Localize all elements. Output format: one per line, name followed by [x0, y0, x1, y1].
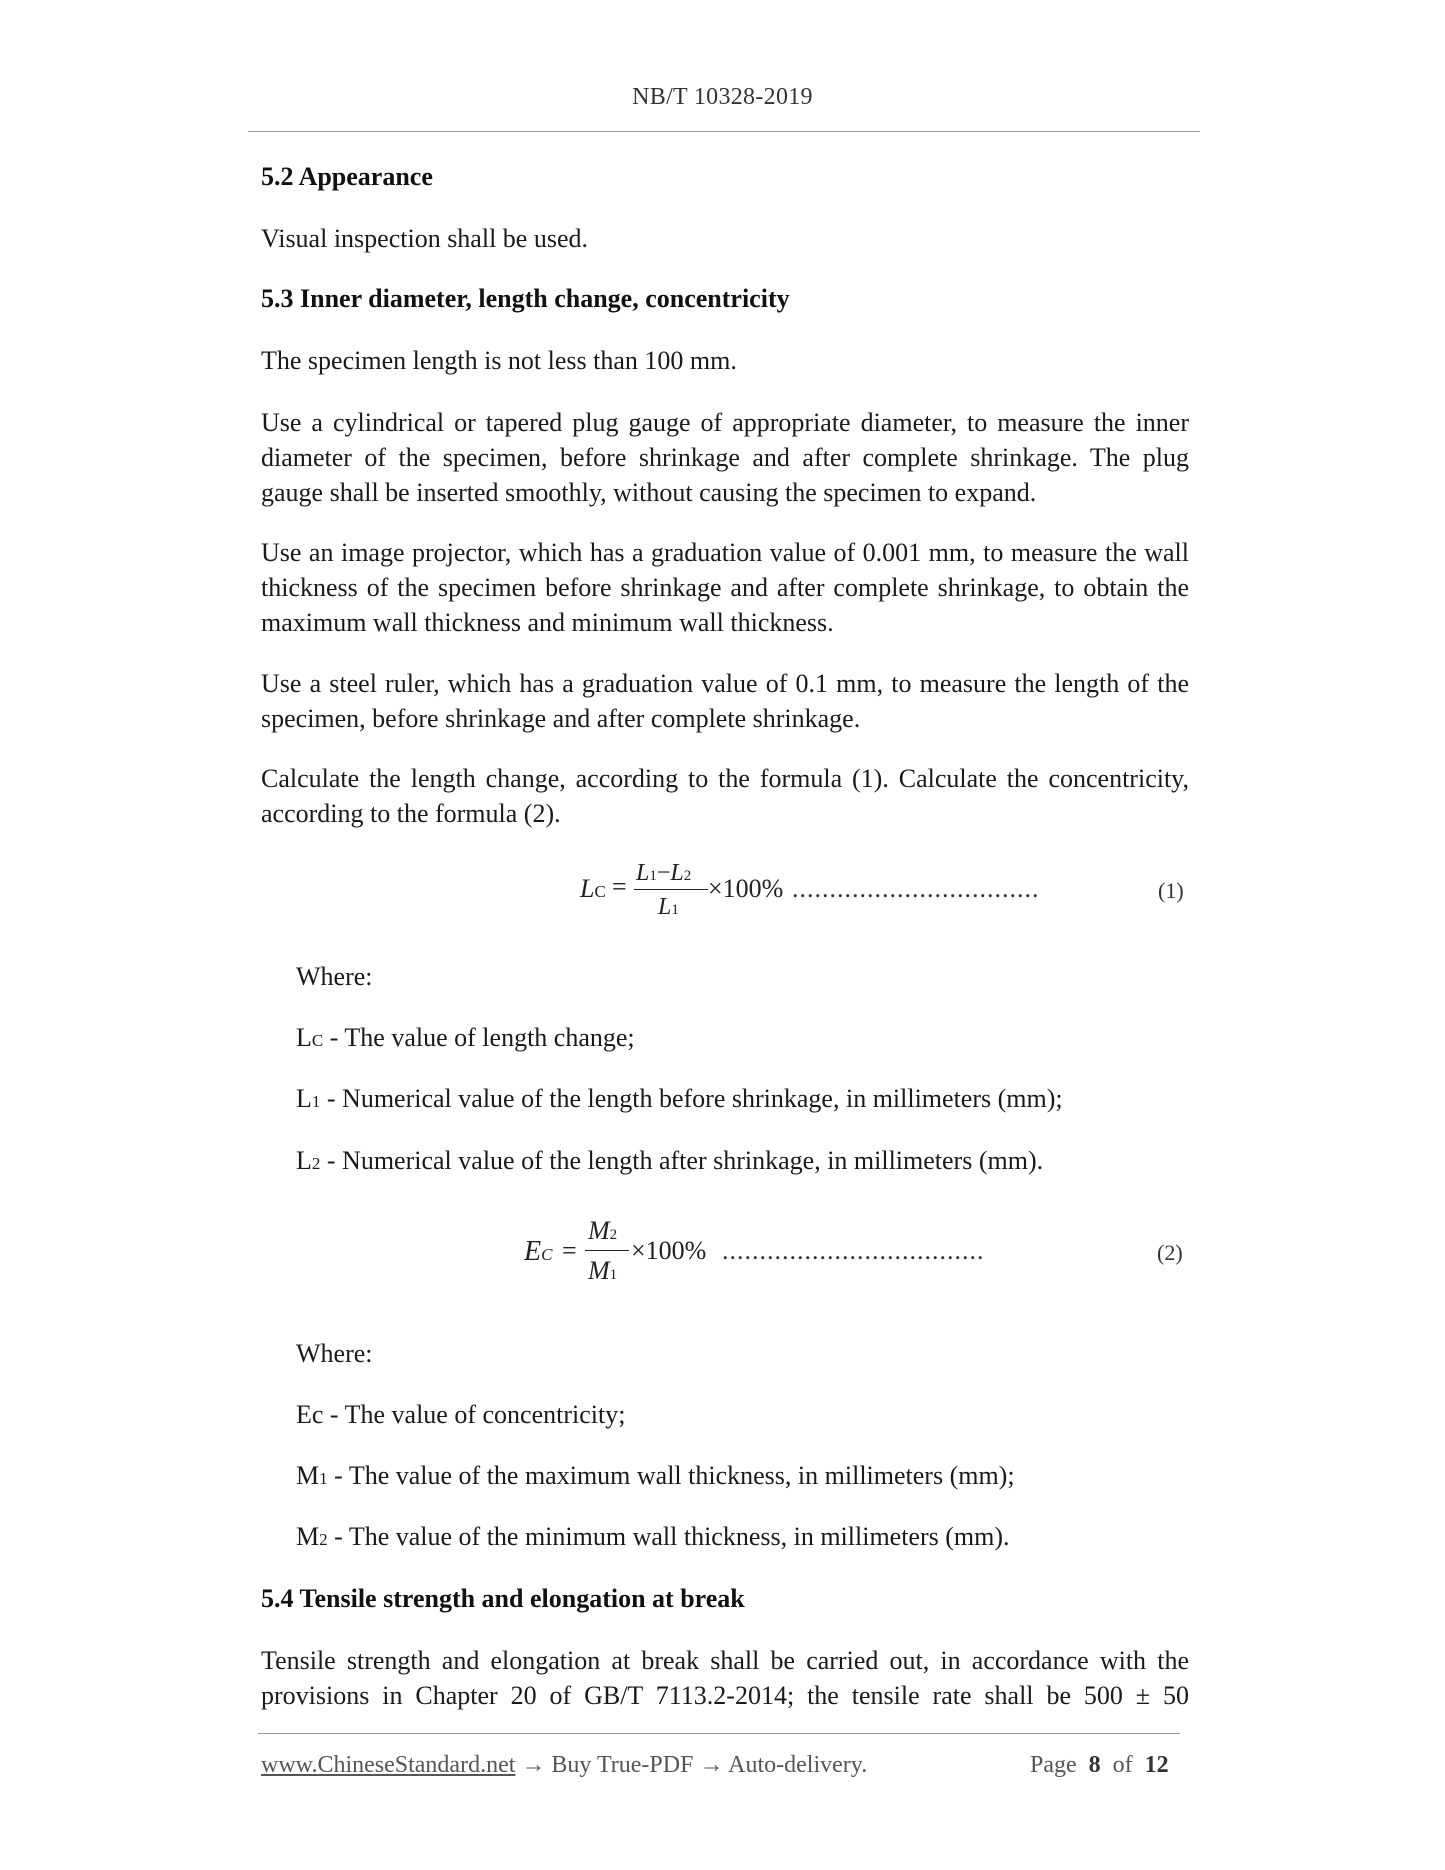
- section-5-3-title: 5.3 Inner diameter, length change, concentricity: [261, 284, 790, 313]
- formula-1-denominator: L1: [658, 894, 679, 920]
- section-5-2-text: Visual inspection shall be used.: [261, 224, 588, 253]
- formula-1-equals: =: [612, 872, 627, 901]
- where-label-2: Where:: [296, 1339, 373, 1368]
- document-id-header: NB/T 10328-2019: [632, 84, 813, 110]
- footer-delivery-text: Auto-delivery.: [728, 1752, 868, 1778]
- formula-2-number: (2): [1157, 1240, 1183, 1265]
- footer-buy-text: Buy True-PDF: [551, 1752, 694, 1778]
- footer-arrow-2: →: [693, 1752, 729, 1778]
- page-label: Page: [1030, 1752, 1077, 1778]
- formula-2-equals: =: [562, 1236, 577, 1265]
- section-5-3-paragraph-3: Use an image projector, which has a graduation value of 0.001 mm, to measure the wall thickness of the specimen before shrinkage and after complete shrinkage, to obtain the maximum wall thickness and minimum wall thickness.: [261, 538, 1189, 637]
- footer-site-link[interactable]: www.ChineseStandard.net: [261, 1752, 516, 1778]
- formula-2-numerator: M2: [588, 1216, 618, 1245]
- formula-2-lhs: EC: [524, 1236, 553, 1267]
- definition-m2: M2 - The value of the minimum wall thickness, in millimeters (mm).: [296, 1522, 1010, 1551]
- definition-ec: Ec - The value of concentricity;: [296, 1400, 626, 1429]
- section-5-3-paragraph-2: Use a cylindrical or tapered plug gauge of appropriate diameter, to measure the inner diameter of the specimen, before shrinkage and after complete shrinkage. The plug gauge shall be inserted smoothly, without causing the specimen to expand.: [261, 408, 1189, 507]
- definition-m1: M1 - The value of the maximum wall thickness, in millimeters (mm);: [296, 1461, 1015, 1490]
- formula-2-leader-dots: ...................................: [722, 1236, 985, 1265]
- section-5-3-paragraph-5: Calculate the length change, according to the formula (1). Calculate the concentricity, according to the formula (2).: [261, 764, 1189, 828]
- section-5-4-line-2: provisions in Chapter 20 of GB/T 7113.2-2014; the tensile rate shall be 500 ± 50: [261, 1681, 1189, 1710]
- definition-l2: L2 - Numerical value of the length after shrinkage, in millimeters (mm).: [296, 1146, 1044, 1175]
- footer-arrow-1: →: [515, 1752, 552, 1778]
- section-5-4-title: 5.4 Tensile strength and elongation at break: [261, 1584, 745, 1613]
- where-label-1: Where:: [296, 962, 373, 991]
- formula-2-fraction-bar: [585, 1250, 629, 1251]
- definition-lc: LC - The value of length change;: [296, 1023, 635, 1052]
- formula-2-denominator: M1: [588, 1256, 618, 1285]
- footer-divider: [258, 1733, 1180, 1734]
- page-indicator: [1030, 1752, 1169, 1779]
- formula-2-multiplier: ×100%: [631, 1236, 707, 1265]
- section-5-3-paragraph-4: Use a steel ruler, which has a graduation value of 0.1 mm, to measure the length of the specimen, before shrinkage and after complete shrinkage.: [261, 669, 1189, 733]
- header-divider: [248, 131, 1200, 132]
- current-page-number: 8: [1088, 1752, 1101, 1778]
- footer-promo: [261, 1752, 867, 1779]
- formula-1-multiplier: ×100%: [708, 874, 784, 903]
- section-5-4-line-1: Tensile strength and elongation at break shall be carried out, in accordance with the: [261, 1646, 1189, 1675]
- formula-1-leader-dots: .................................: [792, 874, 1040, 903]
- formula-1-numerator: L1−L2: [636, 860, 692, 886]
- section-5-3-paragraph-1: The specimen length is not less than 100 mm.: [261, 346, 737, 375]
- total-pages-number: 12: [1144, 1752, 1169, 1778]
- section-5-2-title: 5.2 Appearance: [261, 162, 433, 191]
- formula-1-fraction-bar: [634, 889, 708, 890]
- formula-1-number: (1): [1158, 878, 1184, 903]
- of-label: of: [1112, 1752, 1133, 1778]
- definition-l1: L1 - Numerical value of the length before shrinkage, in millimeters (mm);: [296, 1084, 1063, 1113]
- formula-1-lhs: LC: [580, 874, 606, 903]
